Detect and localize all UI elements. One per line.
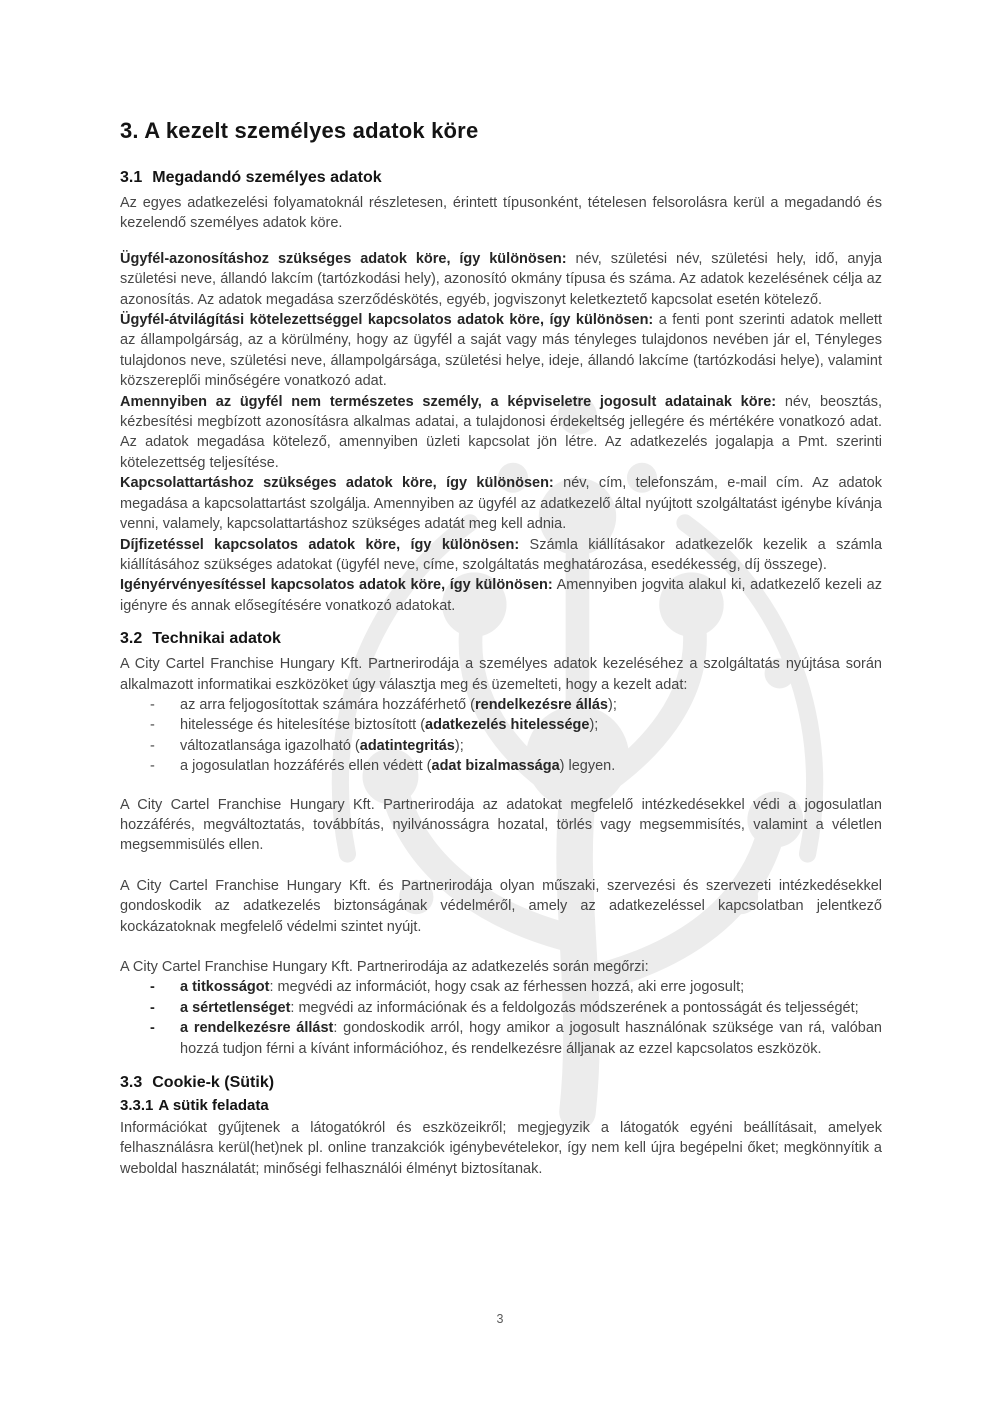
section-3-1-label: Megadandó személyes adatok	[152, 169, 382, 186]
paragraph-claims-data: Igényérvényesítéssel kapcsolatos adatok köre, így különösen: Amennyiben jogvita alakul ki, adatkezelő kezeli az igényre és annak elősegítésére vonatkozó adatokat.	[120, 577, 882, 614]
list-item-dash: -	[150, 696, 155, 713]
section-3-1	[120, 168, 882, 616]
paragraph-contact-data: Kapcsolattartáshoz szükséges adatok köre, így különösen: név, cím, telefonszám, e-mail cím. Az adatok megadása a kapcsolattartást szolgálja. Amennyiben az ügyfél az adatkezelő által nyújtott szolgáltatást igénybe kívánja venni, valamely, kapcsolattartáshoz szükséges adatát meg kell adnia.	[120, 475, 882, 533]
list-item-dash: -	[150, 999, 155, 1016]
section-3-1-number: 3.1	[120, 169, 143, 186]
list-item-dash: -	[150, 979, 155, 996]
list-item-dash: -	[150, 758, 155, 775]
paragraph-cookies-purpose: Információkat gyűjtenek a látogatókról és eszközeikről; megjegyzik a látogatók egyéni beállításait, amelyek felhasználásra kerül(het)nek pl. online tranzakciók igénybevételekor, így nem kell újra begépelni őket; megkönnyítik a weboldal használatát; minőségi felhasználói élményt biztosítanak.	[120, 1120, 882, 1177]
section-3-2-heading	[120, 629, 882, 649]
paragraph-preserves-intro: A City Cartel Franchise Hungary Kft. Partnerirodája az adatkezelés során megőrzi:	[120, 959, 649, 975]
section-3-2-intro-paragraph: A City Cartel Franchise Hungary Kft. Partnerirodája a személyes adatok kezeléséhez a szolgáltatás nyújtása során alkalmazott informatikai eszközöket úgy választja meg és üzemelteti, hogy a kezelt adat:	[120, 656, 882, 693]
it-requirements-list	[120, 695, 882, 777]
section-3-3	[120, 1073, 882, 1179]
list-item: - a titkosságot: megvédi az információt, hogy csak az férhessen hozzá, aki erre jogosult;	[120, 977, 882, 997]
list-item: - az arra feljogosítottak számára hozzáférhető (rendelkezésre állás);	[120, 695, 882, 715]
section-3-3-1-number: 3.3.1	[120, 1097, 154, 1115]
section-3-2-number: 3.2	[120, 630, 143, 648]
paragraph-payment-data: Díjfizetéssel kapcsolatos adatok köre, így különösen: Számla kiállításakor adatkezelők kezelik a számla kiállításához szükséges adatokat (ügyfél neve, címe, szolgáltatás meghatározása, esedékesség, díj összege).	[120, 536, 883, 573]
list-item: - a rendelkezésre állást: gondoskodik arról, hogy amikor a jogosult használónak szüksége van rá, valóban hozzá tudjon férni a kívánt információhoz, és rendelkezésre álljanak az ezzel kapcsolatos eszközök.	[120, 1018, 882, 1059]
section-3-1-heading	[120, 168, 882, 188]
list-item: - változatlansága igazolható (adatintegritás);	[120, 736, 882, 756]
section-3-3-1-label: A sütik feladata	[158, 1097, 269, 1115]
paragraph-customer-identification: Ügyfél-azonosításhoz szükséges adatok köre, így különösen: név, születési név, születési hely, idő, anyja születési neve, állandó lakcím (tartózkodási hely), azonosító okmány típusa és száma. Az adatok kezelésének célja az azonosítás. Az adatok megadása szerződéskötés, egyéb, jogviszonyt keletkeztető kapcsolat esetén kötelező.	[120, 250, 882, 308]
paragraph-security-measures: A City Cartel Franchise Hungary Kft. és Partnerirodája olyan műszaki, szervezési és szervezeti intézkedésekkel gondoskodik az adatkezelés biztonságának védelméről, amely az adatkezeléssel kapcsolatban jelentkező kockázatoknak megfelelő védelmi szintet nyújt.	[120, 877, 882, 935]
list-item-dash: -	[150, 1020, 155, 1037]
page-title: 3. A kezelt személyes adatok köre	[120, 118, 479, 143]
section-3-3-number: 3.3	[120, 1074, 143, 1092]
list-item: - a jogosulatlan hozzáférés ellen védett (adat bizalmassága) legyen.	[120, 756, 882, 776]
document-content	[120, 119, 882, 1179]
section-3-2	[120, 629, 882, 1059]
list-item-dash: -	[150, 717, 155, 734]
list-item-dash: -	[150, 737, 155, 754]
list-item: - a sértetlenséget: megvédi az információnak és a feldolgozás módszerének a pontosságát és teljességét;	[120, 998, 882, 1018]
section-3-3-1-heading	[120, 1097, 882, 1115]
paragraph-customer-due-diligence: Ügyfél-átvilágítási kötelezettséggel kapcsolatos adatok köre, így különösen: a fenti pont szerinti adatok mellett az állampolgárság, az a körülmény, hogy az ügyfél a saját vagy más tényleges tulajdonos nevében jár el, Tényleges tulajdonos neve, születési neve, állampolgársága, születési helye, ideje, állandó lakcíme (tartózkodási helye), valamint közszereplői minőségére vonatkozó adat.	[120, 312, 882, 390]
section-3-1-intro-paragraph: Az egyes adatkezelési folyamatoknál részletesen, érintett típusonként, tételesen felsorolásra kerül a megadandó és kezelendő személyes adatok köre.	[120, 195, 882, 232]
section-3-3-heading	[120, 1073, 882, 1093]
page-number: 3	[496, 1312, 504, 1326]
paragraph-data-protection: A City Cartel Franchise Hungary Kft. Partnerirodája az adatokat megfelelő intézkedésekkel védi a jogosulatlan hozzáférés, megváltoztatás, továbbítás, nyilvánosságra hozatal, törlés vagy megsemmisítés, valamint a véletlen megsemmisülés ellen.	[120, 796, 882, 854]
preserves-list	[120, 977, 882, 1059]
paragraph-representative-data: Amennyiben az ügyfél nem természetes személy, a képviseletre jogosult adatainak köre: név, beosztás, kézbesítési megbízott azonosításra alkalmas adatai, a tulajdonosi érdekeltség jellegére és mértékére vonatkozó adat. Az adatok megadása kötelező, amennyiben üzleti kapcsolat jön létre. Az adatkezelés jogalapja a Pmt. szerinti kötelezettség teljesítése.	[120, 393, 883, 471]
section-3-3-label: Cookie-k (Sütik)	[152, 1074, 275, 1092]
list-item: - hitelessége és hitelesítése biztosított (adatkezelés hitelessége);	[120, 715, 882, 735]
section-3-2-label: Technikai adatok	[152, 630, 281, 648]
